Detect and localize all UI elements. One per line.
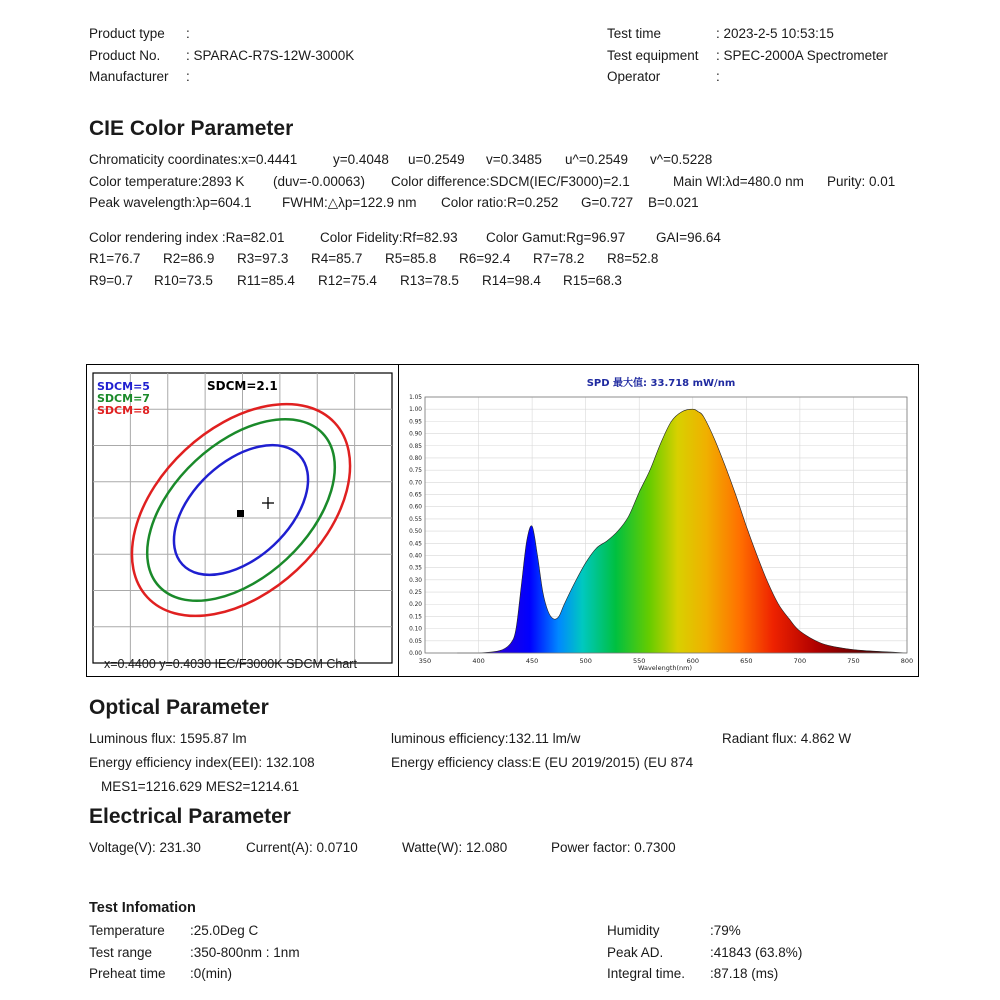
spd-y-tick-label: 0.25	[409, 590, 422, 597]
spd-x-tick-label: 500	[579, 657, 592, 665]
test-time-label: Test time	[607, 26, 662, 41]
spd-y-tick-label: 0.85	[409, 443, 422, 450]
sdcm-center-marker	[237, 510, 244, 517]
spd-y-tick-label: 0.20	[409, 602, 422, 609]
color-gamut: Color Gamut:Rg=96.97	[486, 230, 626, 245]
manufacturer-value: :	[186, 69, 190, 84]
chromaticity-y: y=0.4048	[333, 152, 389, 167]
test-range-label: Test range	[89, 945, 153, 960]
sdcm-chart-title: SDCM=2.1	[207, 379, 278, 393]
test-equipment-value: : SPEC-2000A Spectrometer	[716, 48, 888, 63]
color-ratio-b: B=0.021	[648, 195, 699, 210]
r-value: R3=97.3	[237, 251, 289, 266]
color-ratio-g: G=0.727	[581, 195, 634, 210]
spd-x-tick-label: 450	[525, 657, 539, 665]
spd-chart-title: SPD 最大值: 33.718 mW/nm	[586, 378, 736, 389]
sdcm-legend-8: SDCM=8	[97, 404, 150, 417]
test-range-value: :350-800nm : 1nm	[190, 945, 300, 960]
manufacturer-label: Manufacturer	[89, 69, 169, 84]
spd-y-tick-label: 0.60	[409, 504, 422, 511]
spd-y-tick-label: 0.15	[409, 614, 422, 621]
current: Current(A): 0.0710	[246, 840, 358, 855]
r-value: R9=0.7	[89, 273, 133, 288]
spd-y-tick-label: 0.10	[409, 626, 422, 633]
sdcm-chart	[87, 365, 397, 676]
mes-values: MES1=1216.629 MES2=1214.61	[101, 779, 300, 794]
peak-ad-value: :41843 (63.8%)	[710, 945, 803, 960]
spd-y-tick-label: 1.05	[409, 395, 422, 401]
electrical-section-title: Electrical Parameter	[89, 805, 291, 828]
gai: GAI=96.64	[656, 230, 721, 245]
spd-y-tick-label: 0.90	[409, 431, 422, 438]
spd-y-tick-label: 0.35	[409, 565, 422, 572]
duv-value: (duv=-0.00063)	[273, 174, 365, 189]
spd-y-tick-label: 0.40	[409, 553, 422, 560]
chromaticity-u: u=0.2549	[408, 152, 465, 167]
spd-x-tick-label: 700	[793, 657, 807, 665]
spd-y-tick-label: 0.45	[409, 541, 422, 548]
r-value: R2=86.9	[163, 251, 215, 266]
spd-x-tick-label: 750	[847, 657, 860, 665]
spd-y-ticks	[409, 395, 422, 657]
r-value: R4=85.7	[311, 251, 363, 266]
spd-y-tick-label: 1.00	[409, 407, 422, 414]
energy-efficiency-class: Energy efficiency class:E (EU 2019/2015) (EU 874	[391, 755, 694, 770]
power-factor: Power factor: 0.7300	[551, 840, 676, 855]
optical-section-title: Optical Parameter	[89, 696, 269, 719]
r-value: R6=92.4	[459, 251, 511, 266]
luminous-efficiency: luminous efficiency:132.11 lm/w	[391, 731, 581, 746]
test-time-value: : 2023-2-5 10:53:15	[716, 26, 834, 41]
spd-y-tick-label: 0.55	[409, 516, 422, 523]
preheat-time-value: :0(min)	[190, 966, 233, 981]
r-value: R7=78.2	[533, 251, 585, 266]
peak-ad-label: Peak AD.	[607, 945, 664, 960]
color-temperature: Color temperature:2893 K	[89, 174, 245, 189]
color-rendering-index: Color rendering index :Ra=82.01	[89, 230, 285, 245]
sdcm-legend-7: SDCM=7	[97, 392, 150, 405]
purity: Purity: 0.01	[827, 174, 896, 189]
r-value: R14=98.4	[482, 273, 541, 288]
color-fidelity: Color Fidelity:Rf=82.93	[320, 230, 458, 245]
spd-y-tick-label: 0.75	[409, 468, 422, 475]
spd-y-tick-label: 0.30	[409, 577, 422, 584]
product-type-label: Product type	[89, 26, 165, 41]
spd-x-tick-label: 550	[633, 657, 646, 665]
spd-x-axis-label: Wavelength(nm)	[637, 664, 693, 672]
product-no-label: Product No.	[89, 48, 161, 63]
cie-section-title: CIE Color Parameter	[89, 117, 294, 140]
peak-wavelength: Peak wavelength:λp=604.1	[89, 195, 252, 210]
spd-y-tick-label: 0.05	[409, 638, 422, 645]
spd-y-tick-label: 0.70	[409, 480, 422, 487]
spd-y-tick-label: 0.65	[409, 492, 422, 499]
spd-x-tick-label: 600	[686, 657, 699, 665]
r-value: R8=52.8	[607, 251, 659, 266]
humidity-value: :79%	[710, 923, 741, 938]
spd-y-tick-label: 0.00	[409, 651, 422, 657]
r-value: R13=78.5	[400, 273, 459, 288]
spd-y-tick-label: 0.80	[409, 455, 422, 462]
integral-time-value: :87.18 (ms)	[710, 966, 779, 981]
r-value: R10=73.5	[154, 273, 213, 288]
product-type-value: :	[186, 26, 190, 41]
spd-x-tick-label: 350	[418, 657, 432, 665]
test-info-title: Test Infomation	[89, 900, 196, 916]
spd-chart	[399, 365, 918, 676]
r-value: R5=85.8	[385, 251, 437, 266]
watts: Watte(W): 12.080	[402, 840, 508, 855]
product-no-value: : SPARAC-R7S-12W-3000K	[186, 48, 355, 63]
chromaticity-v: v=0.3485	[486, 152, 542, 167]
chromaticity-u-prime: u^=0.2549	[565, 152, 629, 167]
energy-efficiency-index: Energy efficiency index(EEI): 132.108	[89, 755, 315, 770]
test-equipment-label: Test equipment	[607, 48, 699, 63]
sdcm-legend-5: SDCM=5	[97, 380, 150, 393]
spd-x-tick-label: 650	[740, 657, 753, 665]
operator-value: :	[716, 69, 720, 84]
humidity-label: Humidity	[607, 923, 660, 938]
r-value: R1=76.7	[89, 251, 141, 266]
chromaticity-v-prime: v^=0.5228	[650, 152, 713, 167]
main-wavelength: Main Wl:λd=480.0 nm	[673, 174, 804, 189]
temperature-label: Temperature	[89, 923, 165, 938]
operator-label: Operator	[607, 69, 661, 84]
voltage: Voltage(V): 231.30	[89, 840, 201, 855]
color-ratio-r: Color ratio:R=0.252	[441, 195, 559, 210]
spd-y-tick-label: 0.95	[409, 419, 422, 426]
radiant-flux: Radiant flux: 4.862 W	[722, 731, 852, 746]
spd-y-tick-label: 0.50	[409, 529, 422, 536]
chromaticity-x: Chromaticity coordinates:x=0.4441	[89, 152, 298, 167]
integral-time-label: Integral time.	[607, 966, 686, 981]
temperature-value: :25.0Deg C	[190, 923, 259, 938]
luminous-flux: Luminous flux: 1595.87 lm	[89, 731, 247, 746]
sdcm-caption: x=0.4400 y=0.4030 IEC/F3000K SDCM Chart	[104, 657, 357, 671]
r-value: R15=68.3	[563, 273, 622, 288]
r-value: R12=75.4	[318, 273, 377, 288]
color-difference: Color difference:SDCM(IEC/F3000)=2.1	[391, 174, 630, 189]
spd-x-tick-label: 400	[472, 657, 485, 665]
fwhm: FWHM:△λp=122.9 nm	[282, 195, 417, 210]
spd-x-tick-label: 800	[900, 657, 914, 665]
preheat-time-label: Preheat time	[89, 966, 166, 981]
r-value: R11=85.4	[237, 273, 295, 288]
